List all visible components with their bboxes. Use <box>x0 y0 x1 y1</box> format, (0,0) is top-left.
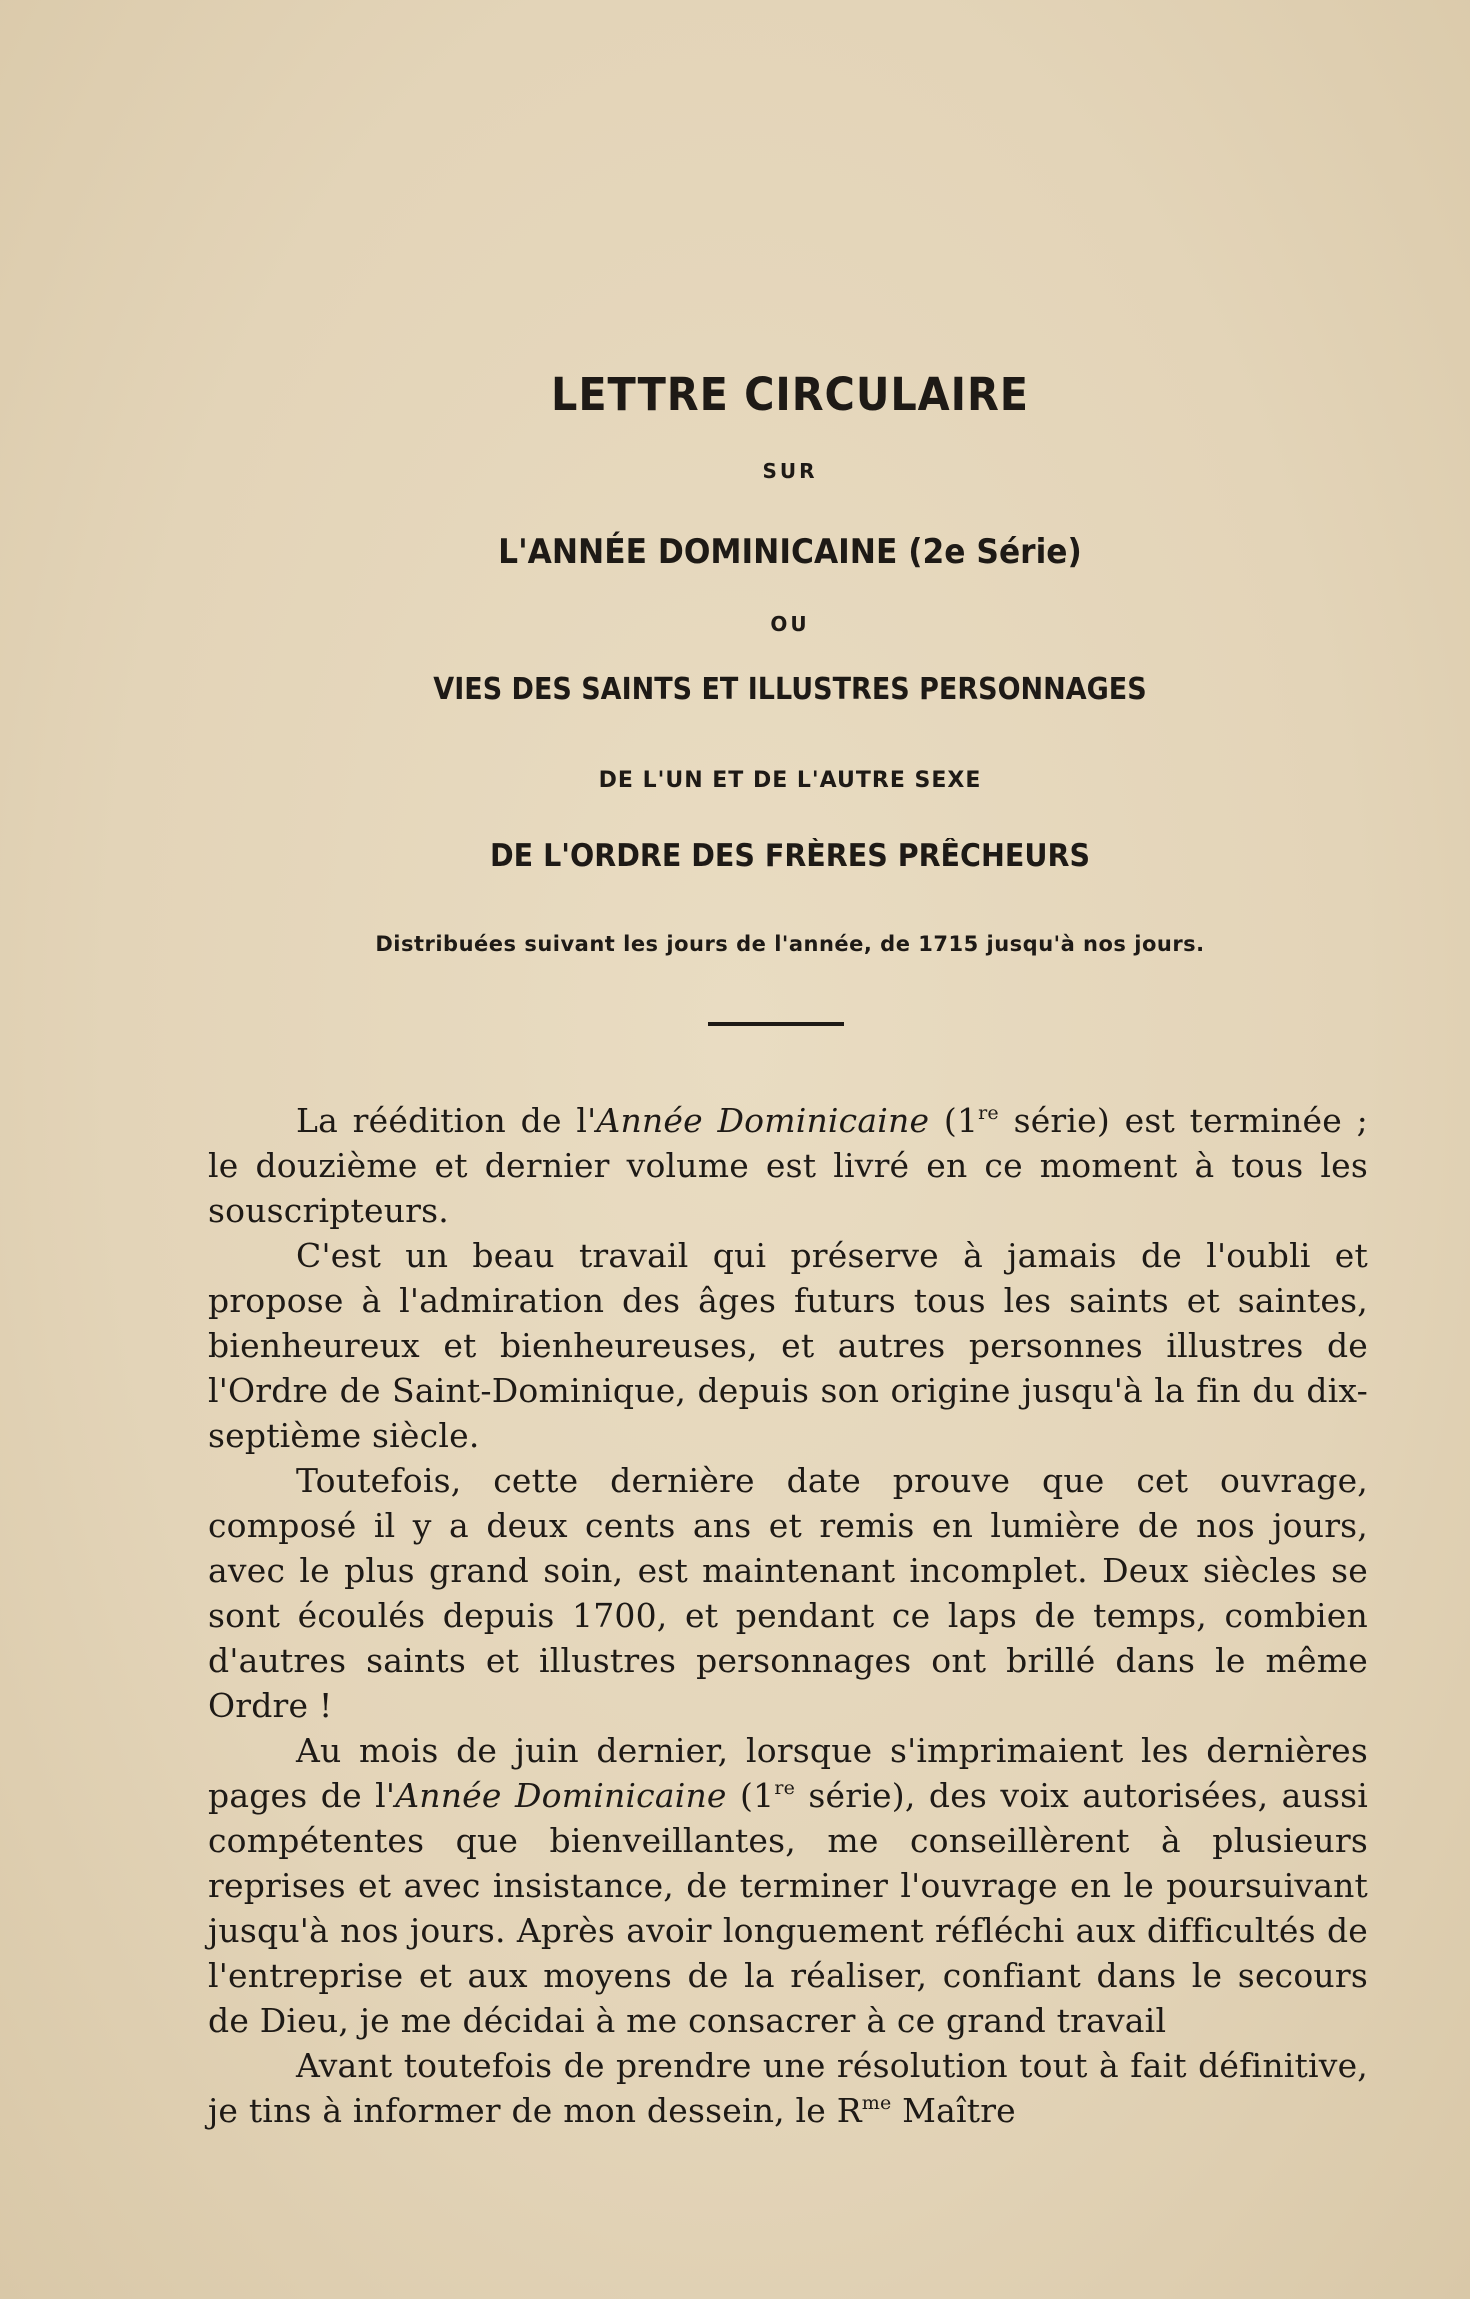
connector-sur: SUR <box>762 459 818 483</box>
subtitle-line-1: VIES DES SAINTS ET ILLUSTRES PERSONNAGES <box>433 672 1147 707</box>
work-title-line <box>247 532 1333 572</box>
paragraph-1: La réédition de l'Année Dominicaine (1re série) est terminée ; le douzième et dernier volume est livré en ce moment à tous les souscripteurs. <box>208 1101 1369 1230</box>
subtitle-line-3: DE L'ORDRE DES FRÈRES PRÊCHEURS <box>489 838 1090 874</box>
distribution-note: Distribuées suivant les jours de l'année, de 1715 jusqu'à nos jours. <box>375 932 1205 956</box>
page-title: LETTRE CIRCULAIRE <box>551 368 1029 421</box>
paragraph-2: C'est un beau travail qui préserve à jamais de l'oubli et propose à l'admiration des âges futurs tous les saints et saintes, bienheureux et bienheureuses, et autres personnes illustres de l'Ordre de Saint-Dominique, depuis son origine jusqu'à la fin du dix-septième siècle. <box>208 1236 1368 1455</box>
section-divider <box>708 1022 844 1026</box>
connector-ou: OU <box>770 612 810 636</box>
letter-body <box>208 1098 1368 2133</box>
work-series: (2e Série) <box>908 532 1082 572</box>
paragraph-3: Toutefois, cette dernière date prouve que cet ouvrage, composé il y a deux cents ans et remis en lumière de nos jours, avec le plus grand soin, est maintenant incomplet. Deux siècles se sont écoulés depuis 1700, et pendant ce laps de temps, combien d'autres saints et illustres personnages ont brillé dans le même Ordre ! <box>208 1461 1368 1725</box>
paragraph-4: Au mois de juin dernier, lorsque s'imprimaient les dernières pages de l'Année Dominicaine (1re série), des voix autorisées, aussi compétentes que bienveillantes, me conseillèrent à plusieurs reprises et avec insistance, de terminer l'ouvrage en le poursuivant jusqu'à nos jours. Après avoir longuement réfléchi aux difficultés de l'entreprise et aux moyens de la réaliser, confiant dans le secours de Dieu, je me décidai à me consacrer à ce grand travail <box>208 1731 1368 2040</box>
paragraph-5: Avant toutefois de prendre une résolution tout à fait définitive, je tins à informer de mon dessein, le $R^{me}$ Maître <box>208 2046 1368 2130</box>
subtitle-line-2: DE L'UN ET DE L'AUTRE SEXE <box>598 768 982 793</box>
work-title-italic: Année Dominicaine <box>596 1101 930 1140</box>
work-title-italic: Année Dominicaine <box>395 1776 727 1815</box>
work-title: L'ANNÉE DOMINICAINE <box>498 532 898 572</box>
